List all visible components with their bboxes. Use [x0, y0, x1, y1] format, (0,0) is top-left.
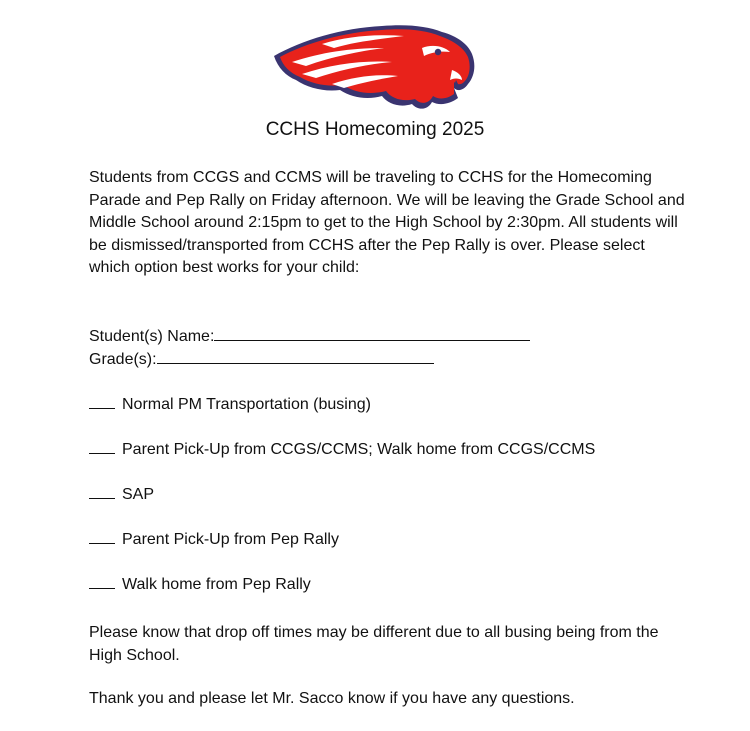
- option-blank[interactable]: [89, 574, 115, 589]
- closing-text: Thank you and please let Mr. Sacco know if you have any questions.: [89, 690, 575, 707]
- option-parent-pickup-pep-rally[interactable]: [89, 529, 689, 552]
- option-blank[interactable]: [89, 484, 115, 499]
- option-blank[interactable]: [89, 394, 115, 409]
- option-walk-home-pep-rally[interactable]: [89, 574, 689, 597]
- grade-field[interactable]: [89, 349, 689, 372]
- option-blank[interactable]: [89, 439, 115, 454]
- intro-paragraph: Students from CCGS and CCMS will be traveling to CCHS for the Homecoming Parade and Pep Rally on Friday afternoon. We will be leaving the Grade School and Middle School around 2:15pm to get to the High School by 2:30pm. All students will be dismissed/transported from CCHS after the Pep Rally is over. Please select which option best works for your child:: [89, 169, 685, 277]
- option-label: Parent Pick-Up from CCGS/CCMS; Walk home from CCGS/CCMS: [122, 441, 596, 458]
- option-normal-pm-transportation[interactable]: [89, 394, 689, 417]
- option-label: Normal PM Transportation (busing): [122, 396, 371, 413]
- option-sap[interactable]: [89, 484, 689, 507]
- student-name-field[interactable]: [89, 326, 689, 349]
- option-label: Parent Pick-Up from Pep Rally: [122, 531, 339, 548]
- option-label: Walk home from Pep Rally: [122, 576, 311, 593]
- student-name-blank[interactable]: [214, 326, 530, 341]
- grade-label: Grade(s):: [89, 350, 157, 368]
- grade-blank[interactable]: [157, 349, 434, 364]
- option-blank[interactable]: [89, 529, 115, 544]
- page-title: CCHS Homecoming 2025: [265, 119, 485, 140]
- option-label: SAP: [122, 486, 155, 503]
- option-parent-pickup-ccgs-ccms[interactable]: [89, 439, 689, 462]
- student-name-label: Student(s) Name:: [89, 328, 215, 345]
- hawk-logo-icon: [272, 18, 477, 110]
- busing-note: Please know that drop off times may be different due to all busing being from the High School.: [89, 624, 659, 664]
- name-grade-fields: [89, 326, 689, 371]
